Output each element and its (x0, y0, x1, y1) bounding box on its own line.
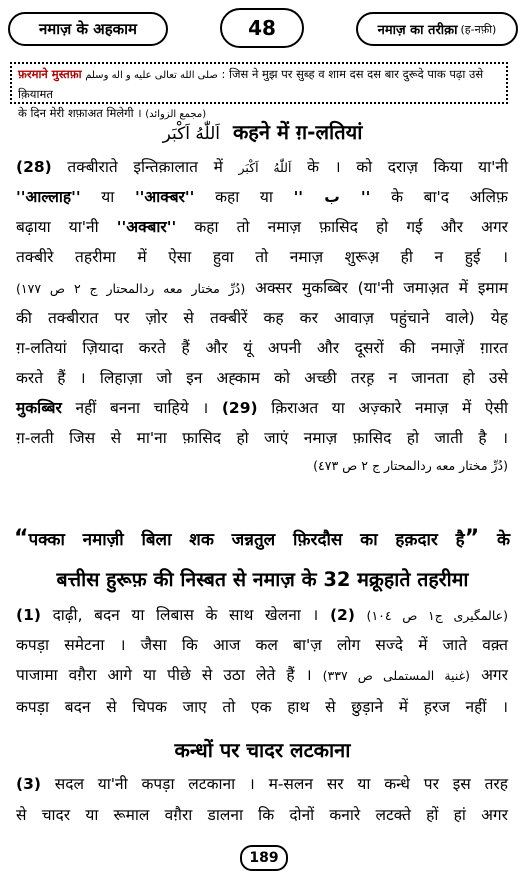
citation: (غنية المستملى ص ٣٣٧) (322, 668, 470, 683)
rule-number-29: (29) (221, 399, 258, 417)
text: कहा तो नमाज़ फ़ासिद हो गई और अगर (194, 218, 509, 236)
header-book-section-title: नमाज़ के अहकाम (8, 12, 168, 46)
text: कहा या (215, 188, 273, 206)
page-header (8, 8, 517, 50)
para1-line10: ग़-लती जिस से मा'ना फ़ासिद हो जाएं नमाज़ फ़ासिद हो जाती है । (16, 429, 508, 447)
arabic-letter: '' ب '' (293, 188, 371, 206)
hadith-notice-box (10, 62, 508, 120)
text: के बा'द अलिफ़ (391, 188, 508, 206)
para1-line7: ग़-लतियां ज़ियादा करते हैं और यूं अपनी और दूसरों की नमाज़ें ग़ारत (16, 339, 508, 357)
section-heading-chador: कन्धों पर चादर लटकाना (174, 738, 351, 762)
para1-line6: की तक्बीरात पर ज़ोर से तक्बीरें कह कर आवाज़ पहुंचाने वाले) येह (16, 309, 508, 327)
para1-line4: तक्बीरे तहरीमा में ऐसा हुवा तो नमाज़ शुरूअ़ ही न हुई । (16, 248, 508, 266)
close-quote: ” (464, 526, 480, 551)
rule-number-2: (2) (329, 606, 355, 624)
rule-number-28: (28) (16, 158, 52, 176)
header-book-title (356, 12, 518, 46)
footer-page-number: 189 (240, 845, 288, 871)
notice-text-line1: : जिस ने मुझ पर सुब्ह व शाम दस दस बार दुरूदे पाक पढ़ा उसे क़ियामत (18, 67, 484, 101)
notice-label: फ़रमाने मुस्तफ़ा (18, 67, 82, 81)
bold-word: ''आल्लाह'' (16, 188, 81, 206)
para2-line4: कपड़ा बदन से चिपक जाए तो एक हाथ से छुड़ाने में ह़रज नहीं । (16, 698, 508, 716)
para3-line2: से चादर या रूमाल वग़ैरा डालना कि दोनों कनारे लटक्ते हों हां अगर (16, 806, 508, 824)
notice-reference: (مجمع الزوائد) (145, 109, 207, 120)
quote-text: पक्का नमाज़ी बिला शक जन्नतुल फ़िरदौस का हक़दार है (28, 530, 465, 550)
para1-line5 (16, 276, 508, 298)
citation: (عالمگیری ج١ ص ١٠٤) (366, 608, 509, 623)
para1-line2 (16, 185, 508, 207)
text: के (307, 158, 320, 176)
rule-number-3: (3) (16, 775, 41, 793)
para1-line9 (16, 396, 508, 418)
notice-text-line2: के दिन मेरी शफ़ाअत मिलेगी । (18, 106, 142, 120)
text: अक्सर मुकब्बिर (या'नी जमाअ़त में इमाम (255, 279, 508, 297)
para3-line1 (16, 772, 508, 794)
citation: (دُرِّ مختار معه ردالمحتار ج ٢ ص ١٧٧) (16, 281, 246, 296)
header-book-title-text: नमाज़ का तरीक़ा (377, 23, 458, 38)
heading-text: कहने में ग़-लतियां (232, 120, 363, 144)
text: तक्बीराते इन्तिक़ालात में (67, 158, 223, 176)
open-quote: “ (14, 526, 29, 551)
text: नहीं बनना चाहिये । (75, 399, 209, 417)
para1-line11 (16, 456, 508, 474)
para2-line2: कपड़ा समेटना । जैसा कि आज कल बा'ज़ लोग सज्दे में जाते वक़्त (16, 636, 508, 654)
arabic-takbir: اَللّٰهُ اَكْبَر (238, 160, 292, 175)
quote-line (14, 526, 510, 551)
text: दाढ़ी, बदन या लिबास के साथ खेलना । (52, 606, 319, 624)
para2-line3 (16, 663, 508, 685)
section-heading-takbir-mistakes (0, 118, 525, 145)
section-heading-32-makroohat: बत्तीस हुरूफ़ की निस्बत से नमाज़ के 32 मक्रूहाते तहरीमा (56, 568, 469, 591)
text: पाजामा वग़ैरा आगे या पीछे से उठा लेते हैं । (16, 666, 312, 684)
header-book-subtitle: (ह-नफ़ी) (460, 22, 497, 36)
header-page-number: 48 (220, 8, 304, 48)
para2-line1 (16, 603, 508, 625)
text: या (101, 188, 115, 206)
para1-line1 (16, 155, 508, 177)
bold-word: ''अक्बार'' (116, 218, 177, 236)
rule-number-1: (1) (16, 606, 41, 624)
bold-word: ''आक्बर'' (134, 188, 195, 206)
text: के (496, 530, 511, 550)
text: । को दराज़ किया या'नी (334, 158, 509, 176)
text: अगर (481, 666, 508, 684)
para1-line3 (16, 215, 508, 237)
text: क़िराअत या अज़्कारे नमाज़ में ऐसी (271, 399, 508, 417)
para1-line8: करते हैं । लिहाज़ा जो इन अह्काम को अच्छी तरह़ न जानता हो उसे (16, 369, 508, 387)
citation: (دُرِّ مختار معه ردالمحتار ج ٢ ص ٤٧٣) (313, 458, 508, 473)
text: बढ़ाया या'नी (16, 218, 99, 236)
text: सदल या'नी कपड़ा लटकाना । म-सलन सर या कन्धे पर इस तरह (54, 775, 508, 793)
notice-honorific: صلى الله تعالى عليه و اله وسلم (85, 70, 218, 81)
heading-arabic-takbir: اَللّٰهُ اَكْبَر (162, 124, 220, 144)
bold-word: मुकब्बिर (16, 399, 62, 417)
